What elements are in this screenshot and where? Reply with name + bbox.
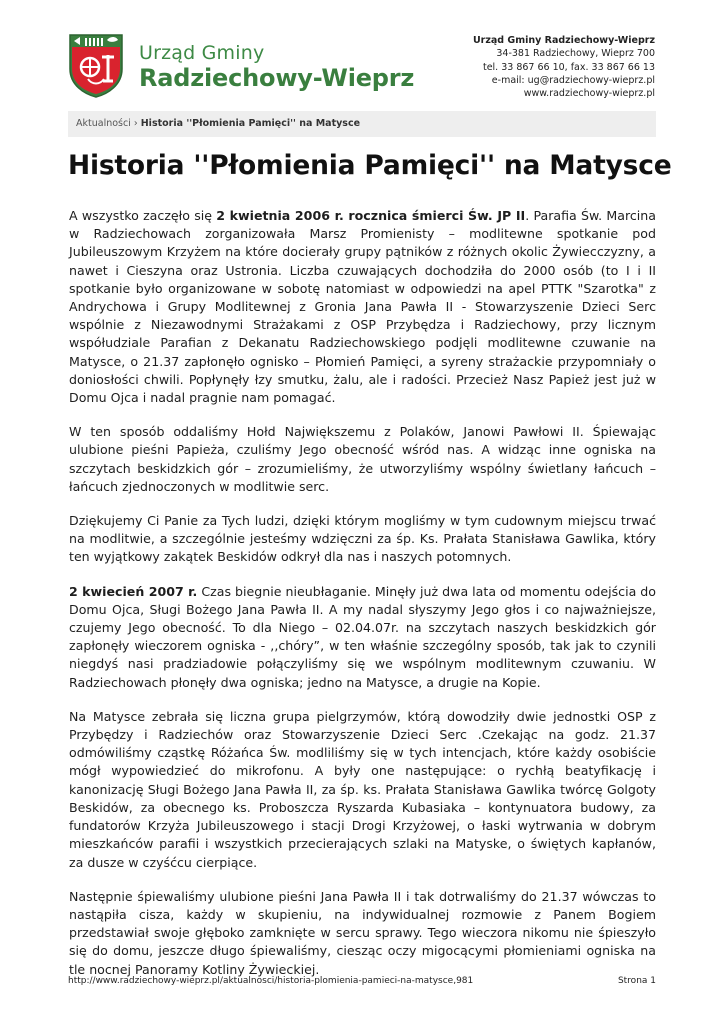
contact-address: 34-381 Radziechowy, Wieprz 700 bbox=[496, 48, 655, 60]
article-paragraph-4 bbox=[69, 583, 656, 692]
contact-website[interactable]: www.radziechowy-wieprz.pl bbox=[523, 88, 655, 100]
coat-of-arms-icon[interactable] bbox=[68, 33, 124, 99]
breadcrumb bbox=[68, 111, 656, 137]
breadcrumb-separator: › bbox=[133, 118, 138, 129]
article-paragraph-2: W ten sposób oddaliśmy Hołd Największemu z Polaków, Janowi Pawłowi II. Śpiewając ulubione pieśni Papieża, czuliśmy Jego obecność wśród nas. A widząc inne ogniska na szczytach beskidzkich gór – zrozumieliśmy, że utworzyliśmy wspólny świetlany łańcuch – łańcuch zjednoczonych w modlitwie serc. bbox=[69, 424, 656, 494]
contact-block bbox=[473, 34, 655, 100]
page-footer bbox=[68, 976, 656, 986]
p4-text-bold: 2 kwiecień 2007 r. bbox=[69, 583, 198, 599]
breadcrumb-current: Historia ''Płomienia Pamięci'' na Matysce bbox=[140, 118, 361, 129]
p4-text-post: Czas biegnie nieubłaganie. Minęły już dwa lata od momentu odejścia do Domu Ojca, Sługi Bożego Jana Pawła II. A my nadal słyszymy Jego głos i co najważniejsze, czujemy Jego obecność. To dla Niego – 02.04.07r. na szczytach naszych beskidzkich gór zapłonęły wieczorem ogniska - ,,chóry”, w ten właśnie szczególny sposób, tak jak to czynili niegdyś nasi pradziadowie połączyliśmy się we wspólnym modlitewnym czuwaniu. W Radziechowach płonęły dwa ogniska; jedno na Matysce, a drugie na Kopie. bbox=[69, 583, 656, 690]
article-paragraph-5: Na Matysce zebrała się liczna grupa pielgrzymów, którą dowodziły dwie jednostki OSP z Przybędzy i Radziechów oraz Stowarzyszenie Dzieci Serc .Czekając na godz. 21.37 odmówiliśmy cząstkę Różańca Św. modliliśmy się w tych intencjach, które każdy osobiście mógł wypowiedzieć do mikrofonu. A były one następujące: o rychłą beatyfikację i kanonizację Sługi Bożego Jana Pawła II, za śp. ks. Prałata Stanisława Gawlika twórcę Golgoty Beskidów, za obecnego ks. Proboszcza Ryszarda Kubasiaka – kontynuatora budowy, za fundatorów Krzyża Jubileuszowego i stacji Drogi Krzyżowej, o łaski wytrwania w dobrym mieszkańców parafii i wszystkich przecierających szlaki na Matyske, o świętych kapłanów, za dusze w czyśćcu cierpiące. bbox=[69, 708, 656, 870]
article-paragraph-1 bbox=[69, 207, 656, 407]
logo-title-line2[interactable]: Radziechowy-Wieprz bbox=[139, 64, 415, 92]
article-body bbox=[69, 207, 656, 995]
contact-phone: tel. 33 867 66 10, fax. 33 867 66 13 bbox=[482, 61, 655, 73]
p1-text-pre: A wszystko zaczęło się bbox=[69, 208, 217, 223]
logo-title-line1[interactable]: Urząd Gminy bbox=[139, 42, 265, 64]
page-header bbox=[0, 0, 725, 110]
p1-text-post: . Parafia Św. Marcina w Radziechowach zorganizowała Marsz Promienisty – modlitewne spotkanie pod Jubileuszowym Krzyżem na które docierały grupy pątników z różnych okolic Żywiecczyzny, a nawet i Cieszyna oraz Ustronia. Liczba czuwających dochodziła do 2000 osób (to I i II spotkanie było organizowane w sobotę natomiast w odpowiedzi na apel PTTK "Szarotka" z Andrychowa i Grupy Modlitewnej z Gronia Jana Pawła II - Stowarzyszenie Dzieci Serc wspólnie z Niezawodnymi Strażakami z OSP Przybędza i Radziechowy, przy licznym współudziale Parafian z Dekanatu Radziechowskiego podjęli modlitewne czuwanie na Matysce, o 21.37 zapłonęło ognisko – Płomień Pamięci, a syreny strażackie przypomniały o doniosłości chwili. Popłynęły łzy smutku, żalu, ale i radości. Przecież Nasz Papież jest już w Domu Ojca i nadal pragnie nam pomagać. bbox=[69, 208, 656, 406]
contact-org-name: Urząd Gminy Radziechowy-Wieprz bbox=[472, 35, 655, 46]
article-paragraph-6: Następnie śpiewaliśmy ulubione pieśni Jana Pawła II i tak dotrwaliśmy do 21.37 wówczas to nastąpiła cisza, każdy w skupieniu, na indywidualnej rozmowie z Panem Bogiem przedstawiał swoje głęboko zamknięte w sercu sprawy. Tego wieczora nikomu nie śpieszyło się do domu, jeszcze długo śpiewaliśmy, ciesząc oczy migocącymi płomieniami ogniska na tle nocnej Panoramy Kotliny Żywieckiej. bbox=[69, 888, 656, 977]
p1-text-bold: 2 kwietnia 2006 r. rocznica śmierci Św. JP II bbox=[216, 208, 526, 223]
footer-page-number: Strona 1 bbox=[617, 976, 656, 986]
breadcrumb-link-aktualnosci[interactable]: Aktualności bbox=[76, 118, 131, 129]
footer-url[interactable]: http://www.radziechowy-wieprz.pl/aktualnosci/historia-plomienia-pamieci-na-matysce,981 bbox=[68, 976, 474, 986]
article-paragraph-3: Dziękujemy Ci Panie za Tych ludzi, dzięki którym mogliśmy w tym cudownym miejscu trwać na modlitwie, a szczególnie jesteśmy wdzięczni za śp. Ks. Prałata Stanisława Gawlika, który ten wyjątkowy zakątek Beskidów odkrył dla nas i naszych potomnych. bbox=[69, 513, 656, 565]
page-title: Historia ''Płomienia Pamięci'' na Matysce bbox=[68, 150, 672, 181]
contact-email[interactable]: e-mail: ug@radziechowy-wieprz.pl bbox=[491, 74, 655, 86]
